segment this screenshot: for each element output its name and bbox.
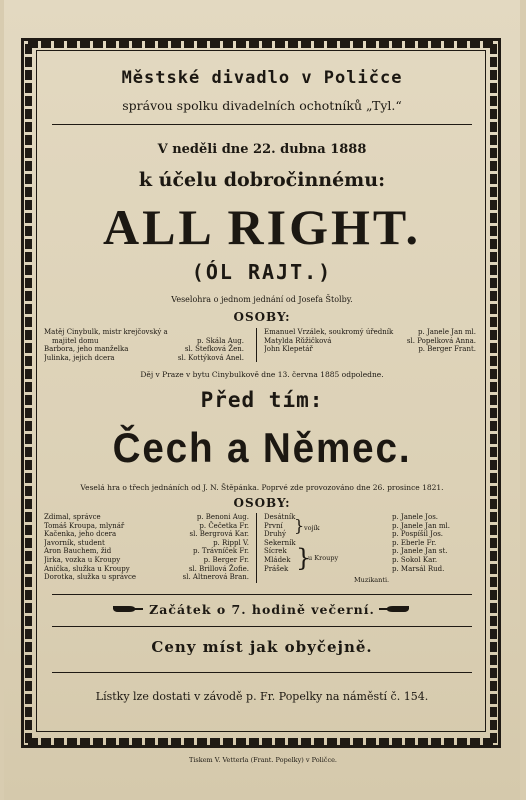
cast-actor: sl. Bergrová Kar. xyxy=(189,530,249,539)
play1-subtitle: Veselohra o jednom jednání od Josefa Štolby. xyxy=(171,295,353,304)
cast-role: Tomáš Kroupa, mlynář xyxy=(44,521,125,530)
cast-row xyxy=(44,328,244,337)
play1-title: ALL RIGHT. xyxy=(102,199,422,255)
pointing-hand-left-icon xyxy=(378,603,410,615)
chain-border-bottom xyxy=(28,738,494,745)
cast-actor: p. Čečetka Fr. xyxy=(199,521,249,530)
cast-role: Matěj Cinybulk, mistr krejčovský a xyxy=(44,328,168,336)
cast-row xyxy=(44,539,249,548)
cast-row xyxy=(44,530,249,539)
cast-row xyxy=(264,337,476,346)
divider xyxy=(52,672,472,673)
chain-border-top xyxy=(28,41,494,48)
cast-row xyxy=(44,513,249,522)
cast-row xyxy=(44,345,244,354)
cast-row xyxy=(44,522,249,531)
cast-role: Aron Bauchem, žid xyxy=(44,547,112,556)
cast-actor: sl. Brillová Žofie. xyxy=(188,564,249,573)
cast-role: Ždimal, správce xyxy=(44,513,101,521)
cast-actor: sl. Popelková Anna. xyxy=(406,336,476,345)
cast-role: Julinka, jejich dcera xyxy=(44,353,115,362)
cast-role: Druhý xyxy=(264,530,286,539)
company-line: správou spolku divadelních ochotníků „Tyl.“ xyxy=(122,98,402,113)
cast-row xyxy=(264,328,476,337)
cast-row xyxy=(264,345,476,354)
printer-imprint: Tiskem V. Vetterla (Frant. Popelky) v Poličce. xyxy=(189,756,337,764)
cast-role: Anička, služka u Kroupy xyxy=(44,564,130,573)
play1-cast-heading: OSOBY: xyxy=(233,310,291,324)
performance-purpose: k účelu dobročinnému: xyxy=(138,169,386,191)
cast-actor: p. Rippl V. xyxy=(213,538,249,547)
performance-date: V neděli dne 22. dubna 1888 xyxy=(157,142,367,157)
cast-actor: sl. Stefková Žen. xyxy=(184,345,244,354)
cast-role: Sícrek xyxy=(264,547,287,556)
cast-row xyxy=(44,337,244,346)
play2-cast-heading: OSOBY: xyxy=(233,496,291,510)
brace-vojak: } xyxy=(294,516,305,535)
cast-actor: sl. Altnerová Bran. xyxy=(182,573,249,582)
cast-actor: p. Benoni Aug. xyxy=(196,513,249,521)
cast-actor: p. Janele Jan st. xyxy=(392,547,448,556)
cast-role: majitel domu xyxy=(52,336,99,345)
cast-role: Barbora, jeho manželka xyxy=(44,345,129,354)
cast-role: Desátník xyxy=(264,513,296,521)
play1-setting-note: Děj v Praze v bytu Cinybulkově dne 13. června 1885 odpoledne. xyxy=(140,370,384,379)
chain-border-right xyxy=(490,44,497,744)
group-kroupy: u Kroupy xyxy=(308,554,339,562)
cast-actor: p. Marsál Rud. xyxy=(392,564,445,573)
play1-cast-right xyxy=(264,328,476,354)
divider xyxy=(52,124,472,125)
brace-kroupy: } xyxy=(296,544,312,572)
cast-role: Matylda Růžičková xyxy=(264,336,332,345)
cast-separator xyxy=(256,513,257,583)
cast-role: První xyxy=(264,521,283,530)
ticket-sales: Lístky lze dostati v závodě p. Fr. Popelky na náměstí č. 154. xyxy=(95,690,429,703)
play2-cast-left xyxy=(44,513,249,582)
play2-cast-right-actors xyxy=(392,513,476,573)
cast-role: Kačenka, jeho dcera xyxy=(44,530,117,539)
start-time: Začátek o 7. hodině večerní. xyxy=(149,602,375,617)
cast-actor: p. Skála Aug. xyxy=(196,336,244,345)
cast-actor: p. Sokol Kar. xyxy=(392,555,438,564)
play1-pronunciation: (ÓL RAJT.) xyxy=(191,260,333,284)
cast-role: Dorotka, služka u správce xyxy=(44,573,137,582)
theatre-name: Městské divadlo v Poličce xyxy=(121,68,403,88)
cast-role: Javorník, student xyxy=(44,538,105,547)
extras-musicians: Muzikanti. xyxy=(354,576,390,584)
cast-actor: p. Trávníček Fr. xyxy=(192,547,249,556)
cast-actor: p. Berger Fr. xyxy=(203,555,249,564)
cast-row xyxy=(44,547,249,556)
cast-actor: p. Janele Jan ml. xyxy=(418,328,476,336)
play1-cast-left xyxy=(44,328,244,362)
play2-title: Čech a Němec. xyxy=(112,424,412,471)
cast-role: Sekerník xyxy=(264,538,296,547)
cast-role: Emanuel Vrzálek, soukromý úředník xyxy=(264,328,394,336)
cast-role: Mládek xyxy=(264,555,291,564)
cast-row xyxy=(44,354,244,363)
cast-actor: p. Pospíšil Jos. xyxy=(392,530,444,539)
cast-row xyxy=(44,565,249,574)
ticket-prices: Ceny míst jak obyčejně. xyxy=(151,638,373,656)
cast-row xyxy=(44,573,249,582)
cast-actor: p. Janele Jan ml. xyxy=(392,521,450,530)
cast-separator xyxy=(256,328,257,362)
before-heading: Před tím: xyxy=(200,388,324,412)
chain-border-left xyxy=(25,44,32,744)
cast-role: Jirka, vozka u Kroupy xyxy=(44,555,121,564)
divider xyxy=(52,626,472,627)
cast-actor: p. Janele Jos. xyxy=(392,513,439,521)
cast-role: John Klepetář xyxy=(264,345,313,354)
cast-actor: sl. Kottýková Anel. xyxy=(177,353,244,362)
cast-actor: p. Berger Frant. xyxy=(418,345,476,354)
divider xyxy=(52,594,472,595)
group-vojak: vojík xyxy=(304,524,320,532)
cast-role: Prášek xyxy=(264,564,289,573)
play2-subtitle: Veselá hra o třech jednáních od J. N. Štěpánka. Poprvé zde provozováno dne 26. prosince 1821. xyxy=(80,483,444,492)
cast-actor: p. Eberle Fr. xyxy=(392,538,437,547)
cast-row xyxy=(44,556,249,565)
